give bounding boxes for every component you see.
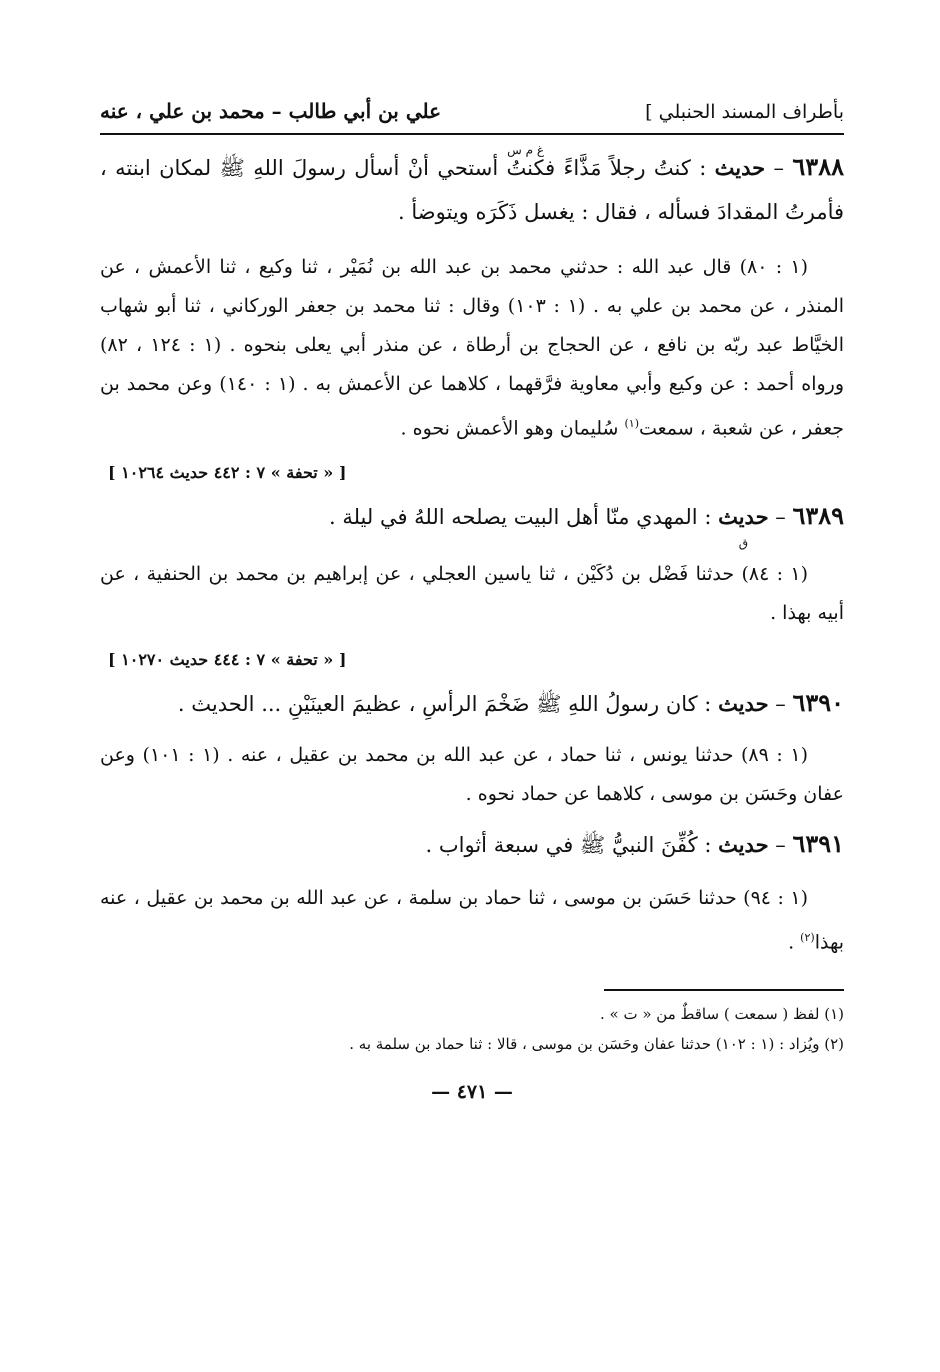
hadith-text bbox=[100, 822, 844, 867]
sources-text: (١ : ٩٤) حدثنا حَسَن بن موسى ، ثنا حماد بن سلمة ، عن عبد الله بن محمد بن عقيل ، عنه بهذا bbox=[100, 887, 844, 954]
hadith-entry bbox=[100, 681, 844, 814]
footnote: (٢) ويُزاد : (١ : ١٠٢) حدثنا عفان وحَسَن بن موسى ، قالا : ثنا حماد بن سلمة به . bbox=[349, 1034, 844, 1053]
hadith-keyword: حديث bbox=[718, 832, 769, 858]
narrator-marks: غ م س bbox=[507, 143, 544, 157]
header-book-title: بأطراف المسند الحنبلي ] bbox=[645, 101, 844, 123]
hadith-sources: (١ : ٨٤) حدثنا فَضْل بن دُكَيْن ، ثنا ياسين العجلي ، عن إبراهيم بن محمد بن الحنفية ، عن أبيه بهذا . bbox=[100, 563, 844, 625]
narrator-marks: ق bbox=[738, 536, 748, 551]
sources-tail: . bbox=[788, 931, 795, 954]
hadith-dash: – bbox=[773, 156, 785, 180]
hadith-number: ٦٣٩٠ bbox=[792, 688, 844, 718]
running-header bbox=[100, 96, 844, 135]
book-page bbox=[100, 96, 844, 1107]
hadith-entry bbox=[100, 494, 844, 675]
hadith-entry bbox=[100, 145, 844, 488]
hadith-dash: – bbox=[775, 692, 786, 717]
hadith-body: : كنتُ رجلاً مَذَّاءً فكنتُ أستحي أنْ أسأل رسولَ اللهِ ﷺ لمكان ابنته ، فأمرتُ المقدادَ فسأله ، فقال : يغسل ذَكَرَه ويتوضأ . bbox=[100, 156, 844, 224]
footnote-ref: (١) bbox=[624, 417, 639, 430]
hadith-dash: – bbox=[775, 505, 786, 530]
hadith-entry bbox=[100, 822, 844, 962]
tuhfa-reference: [ « تحفة » ٧ : ٤٤٤ حديث ١٠٢٧٠ ] bbox=[108, 650, 347, 670]
footnote-divider bbox=[604, 989, 844, 991]
tuhfa-reference: [ « تحفة » ٧ : ٤٤٢ حديث ١٠٢٦٤ ] bbox=[108, 463, 347, 483]
sources-tail: سُليمان وهو الأعمش نحوه . bbox=[400, 417, 619, 440]
hadith-text bbox=[100, 145, 844, 234]
hadith-keyword: حديث bbox=[718, 691, 769, 717]
hadith-keyword: حديث bbox=[718, 504, 769, 530]
hadith-body: : كان رسولُ اللهِ ﷺ ضَخْمَ الرأسِ ، عظيمَ العينَيْنِ ... الحديث . bbox=[177, 692, 712, 717]
hadith-dash: – bbox=[775, 833, 786, 858]
hadith-sources bbox=[100, 248, 844, 448]
hadith-body: : المهدي منّا أهل البيت يصلحه اللهُ في ليلة . bbox=[328, 505, 712, 530]
header-chapter-title: علي بن أبي طالب – محمد بن علي ، عنه bbox=[100, 99, 442, 123]
page-number: — ٤٧١ — bbox=[431, 1080, 513, 1103]
footnotes-section bbox=[100, 989, 844, 1059]
hadith-number: ٦٣٨٨ bbox=[792, 152, 844, 181]
hadith-text bbox=[100, 681, 844, 726]
hadith-number: ٦٣٩١ bbox=[792, 829, 844, 859]
sources-text: (١ : ٨٠) قال عبد الله : حدثني محمد بن عبد الله بن نُمَيْر ، ثنا وكيع ، ثنا الأعمش ، عن المنذر ، عن محمد بن علي به . (١ : ١٠٣) وقال : ثنا محمد بن جعفر الوركاني ، ثنا أبو شهاب الخيَّاط عبد ربّه بن نافع ، عن الحجاج بن أرطاة ، عن منذر أبي يعلى بنحوه . (١ : ١٢٤ ، ٨٢) ورواه أحمد : عن وكيع وأبي معاوية فرَّقهما ، كلاهما عن الأعمش به . (١ : ١٤٠) وعن محمد بن جعفر ، عن شعبة ، سمعت bbox=[100, 256, 845, 440]
hadith-number: ٦٣٨٩ bbox=[792, 501, 844, 531]
footnote-ref: (٢) bbox=[800, 931, 815, 945]
hadith-text bbox=[100, 494, 844, 539]
footnote: (١) لفظ ( سمعت ) ساقطٌ من « ت » . bbox=[599, 1004, 844, 1023]
hadith-sources: (١ : ٨٩) حدثنا يونس ، ثنا حماد ، عن عبد الله بن محمد بن عقيل ، عنه . (١ : ١٠١) وعن عفان وحَسَن بن موسى ، كلاهما عن حماد نحوه . bbox=[100, 744, 844, 806]
hadith-sources bbox=[100, 879, 844, 962]
hadith-keyword: حديث bbox=[714, 155, 766, 180]
hadith-body: : كُفِّنَ النبيُّ ﷺ في سبعة أثواب . bbox=[425, 833, 712, 858]
